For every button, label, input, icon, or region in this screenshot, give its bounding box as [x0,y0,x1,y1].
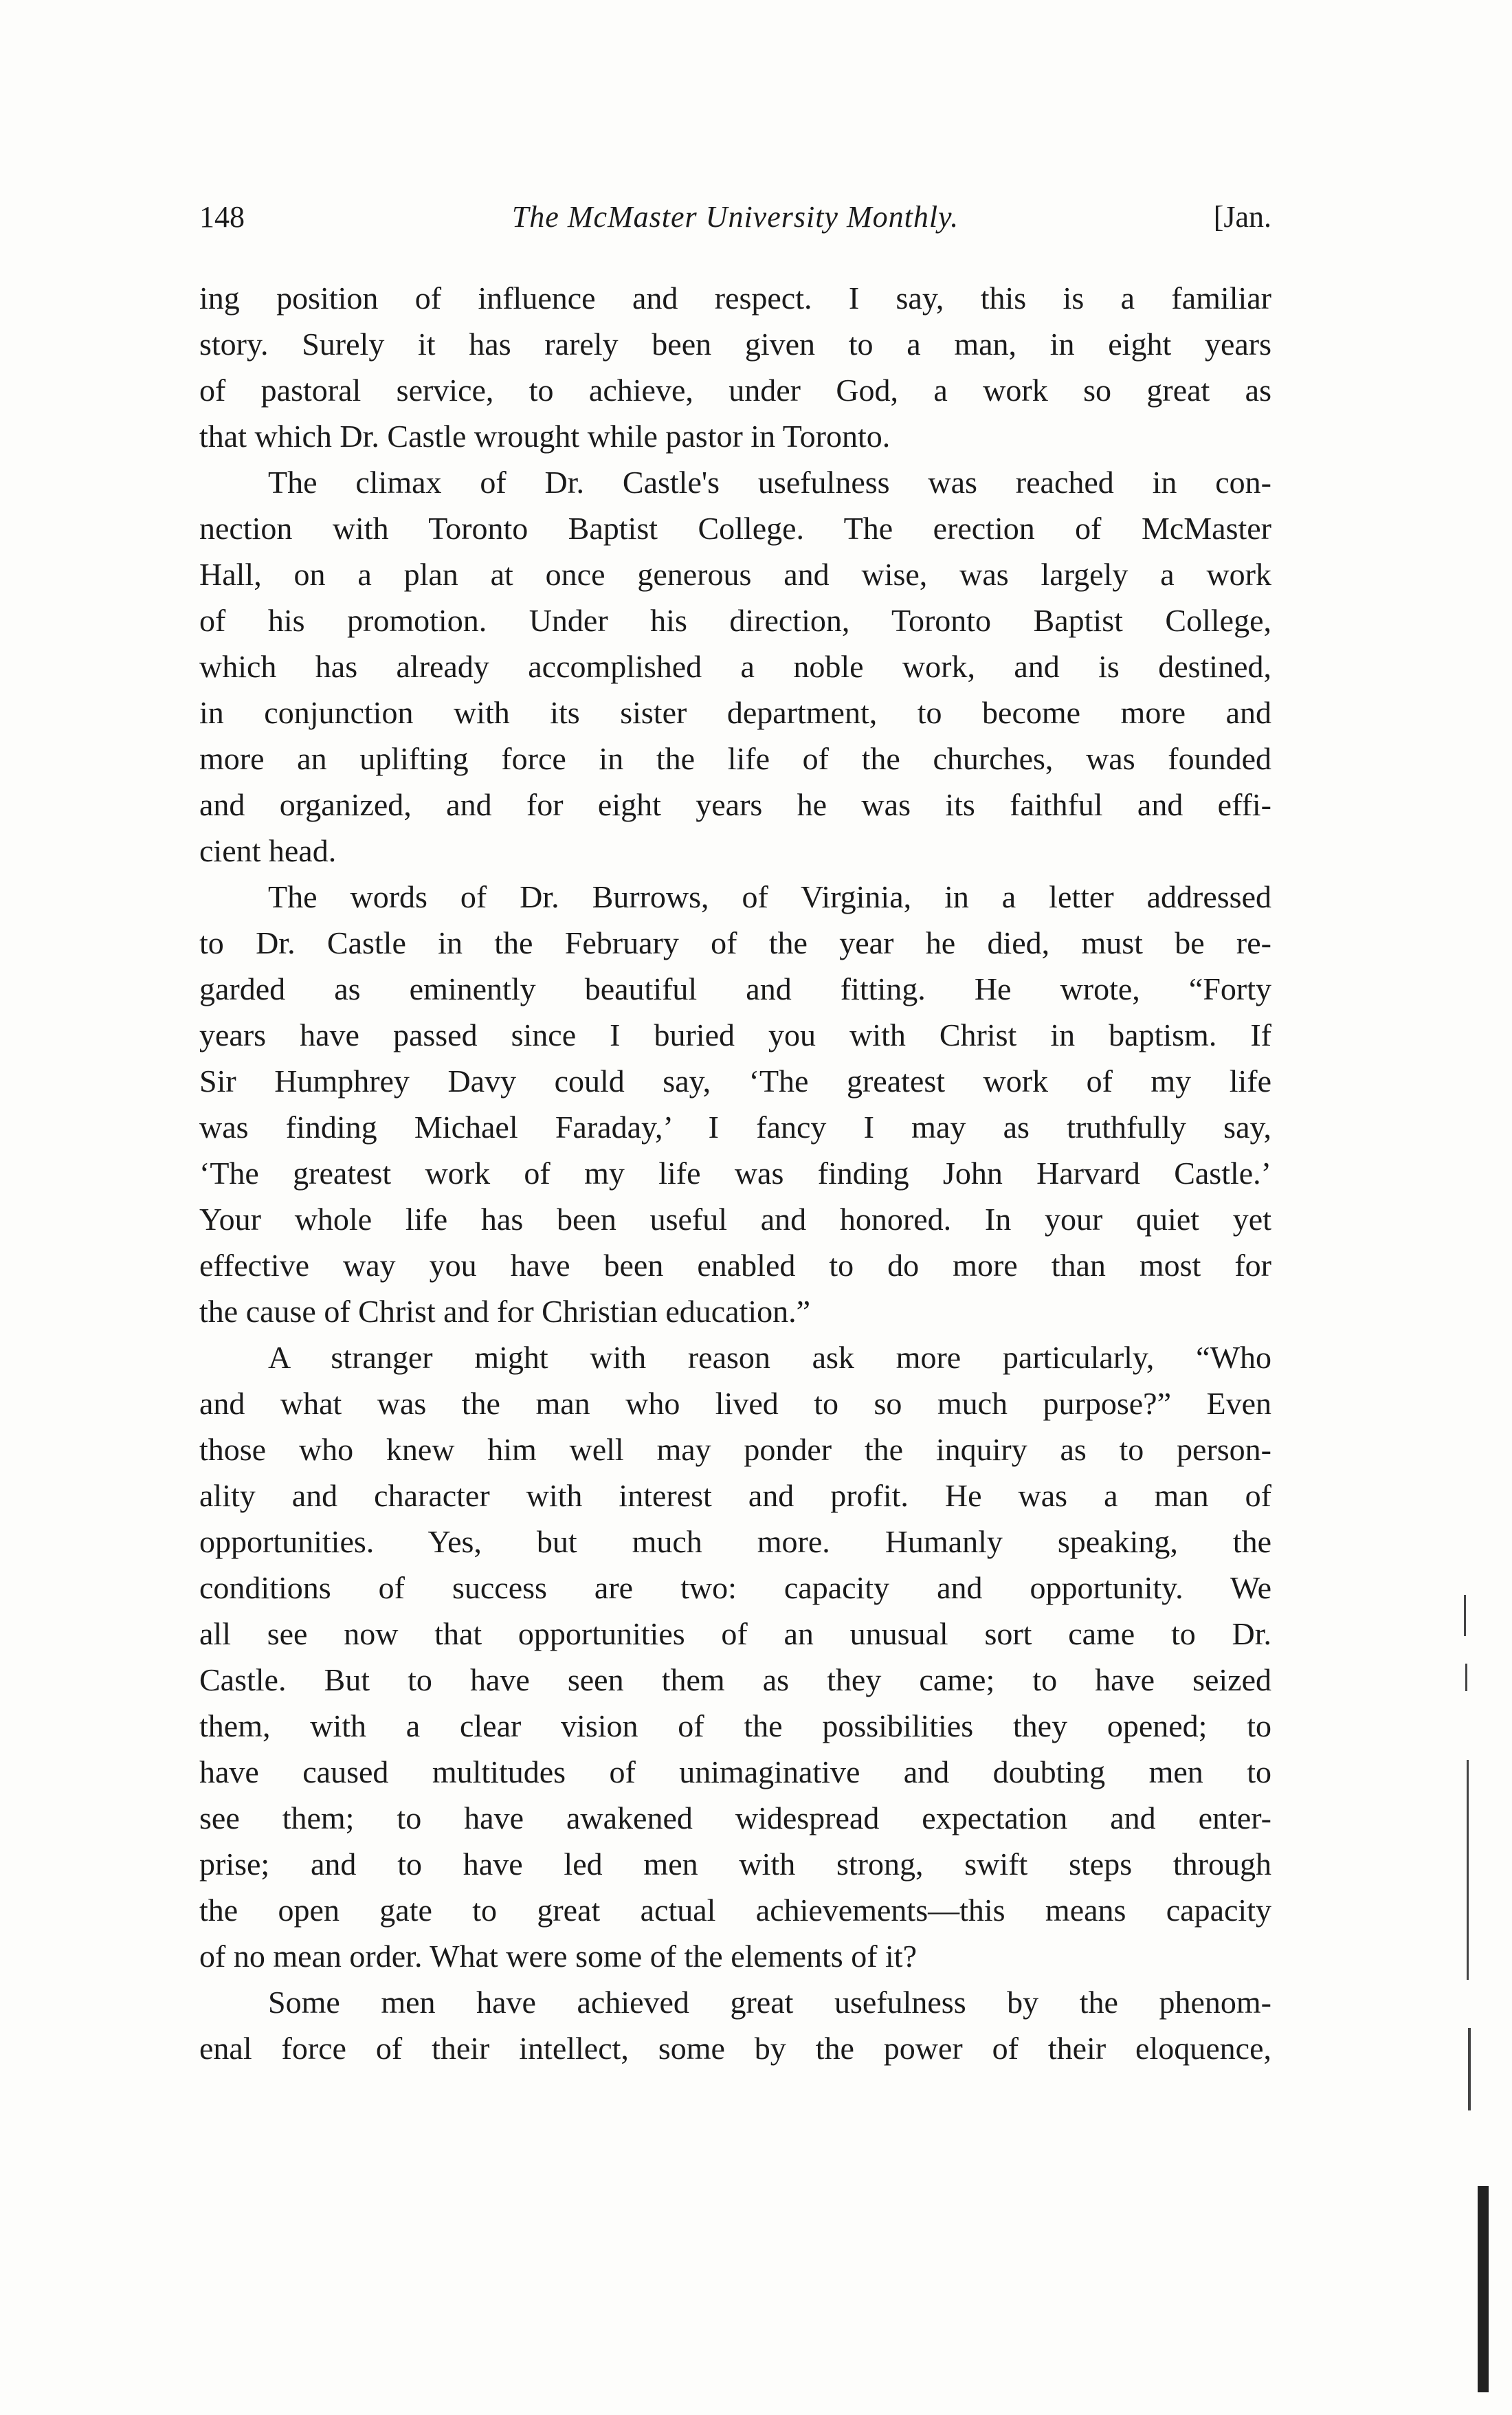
text-line: enal force of their intellect, some by the power of their eloquence, [199,2031,1271,2066]
article-body [199,275,1271,2071]
text-line: ality and character with interest and profit. He was a man of [199,1478,1271,1513]
paragraph [199,275,1271,459]
text-line: Sir Humphrey Davy could say, ‘The greatest work of my life [199,1063,1271,1099]
text-line: effective way you have been enabled to do more than most for [199,1248,1271,1283]
text-line: them, with a clear vision of the possibilities they opened; to [199,1708,1271,1743]
text-line: The climax of Dr. Castle's usefulness was reached in con- [268,465,1271,500]
running-title: The McMaster University Monthly. [511,200,959,234]
text-line: prise; and to have led men with strong, swift steps through [199,1846,1271,1882]
text-line: in conjunction with its sister department, to become more and [199,695,1271,730]
text-line: A stranger might with reason ask more particularly, “Who [268,1340,1271,1375]
text-line: ing position of influence and respect. I say, this is a familiar [199,280,1271,316]
paragraph [199,1334,1271,1979]
text-line: Castle. But to have seen them as they came; to have seized [199,1662,1271,1697]
scan-mark [1467,1760,1469,1980]
scan-mark [1478,2186,1489,2392]
scan-mark [1468,2028,1471,2110]
text-line: and what was the man who lived to so much purpose?” Even [199,1386,1271,1421]
text-line: The words of Dr. Burrows, of Virginia, in a letter addressed [268,879,1271,914]
text-line: of his promotion. Under his direction, Toronto Baptist College, [199,603,1271,638]
paragraph [199,1979,1271,2071]
text-line: the open gate to great actual achievements—this means capacity [199,1893,1271,1928]
text-line: see them; to have awakened widespread expectation and enter- [199,1800,1271,1835]
text-line: was finding Michael Faraday,’ I fancy I may as truthfully say, [199,1110,1271,1145]
text-line: story. Surely it has rarely been given to a man, in eight years [199,327,1271,362]
text-line: those who knew him well may ponder the inquiry as to person- [199,1432,1271,1467]
scan-mark [1464,1595,1466,1636]
text-line: Hall, on a plan at once generous and wise, was largely a work [199,557,1271,592]
text-line: Your whole life has been useful and honored. In your quiet yet [199,1202,1271,1237]
text-line: to Dr. Castle in the February of the year he died, must be re- [199,925,1271,960]
text-line: opportunities. Yes, but much more. Humanly speaking, the [199,1524,1271,1559]
text-line: the cause of Christ and for Christian education.” [199,1294,811,1329]
issue-month: [Jan. [1213,200,1271,234]
page-number: 148 [199,200,245,234]
text-line: nection with Toronto Baptist College. The erection of McMaster [199,511,1271,546]
text-line: conditions of success are two: capacity and opportunity. We [199,1570,1271,1605]
text-line: ‘The greatest work of my life was finding John Harvard Castle.’ [199,1156,1271,1191]
text-line: have caused multitudes of unimaginative and doubting men to [199,1754,1271,1789]
text-line: Some men have achieved great usefulness by the phenom- [268,1985,1271,2020]
text-line: of pastoral service, to achieve, under God, a work so great as [199,373,1271,408]
text-line: more an uplifting force in the life of the churches, was founded [199,741,1271,776]
text-line: all see now that opportunities of an unusual sort came to Dr. [199,1616,1271,1651]
text-line: and organized, and for eight years he was its faithful and effi- [199,787,1271,822]
text-line: which has already accomplished a noble work, and is destined, [199,649,1271,684]
text-line: garded as eminently beautiful and fitting. He wrote, “Forty [199,971,1271,1006]
text-line: years have passed since I buried you with Christ in baptism. If [199,1017,1271,1052]
scan-mark [1465,1664,1467,1691]
text-line: that which Dr. Castle wrought while pastor in Toronto. [199,419,891,454]
text-line: of no mean order. What were some of the elements of it? [199,1939,918,1974]
paragraph [199,459,1271,874]
text-line: cient head. [199,833,337,868]
page-header [199,199,1271,241]
paragraph [199,874,1271,1334]
